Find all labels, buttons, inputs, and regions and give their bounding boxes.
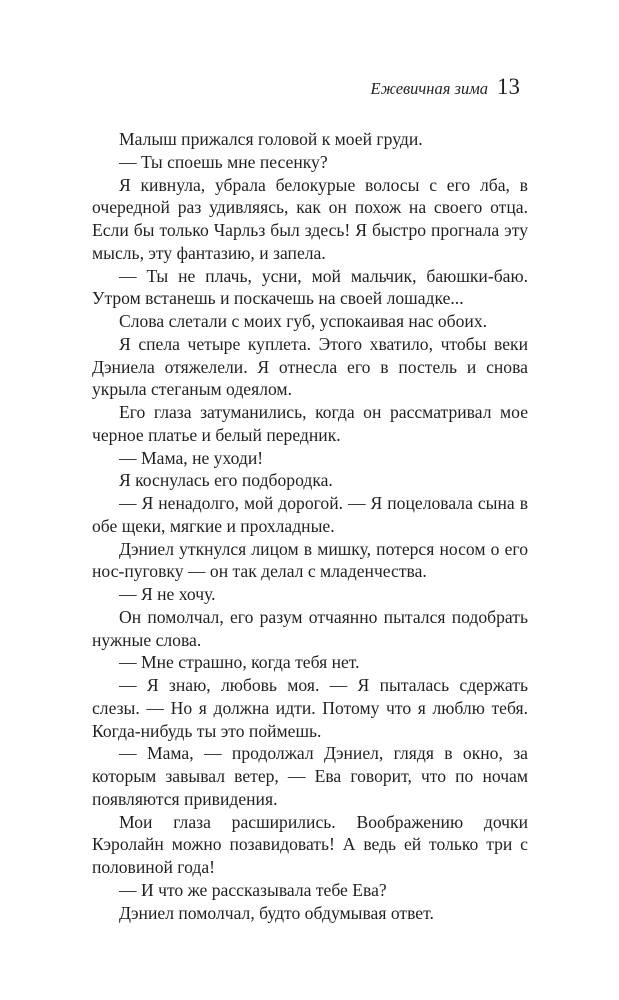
paragraph: — Ты не плачь, усни, мой мальчик, баюшки-баю. Утром встанешь и поскачешь на своей лошадке... [92, 265, 528, 309]
paragraph: Я кивнула, убрала белокурые волосы с его лба, в очередной раз удивляясь, как он похож на своего отца. Если бы только Чарльз был здесь! Я быстро прогнала эту мысль, эту фантазию, и запела. [92, 174, 528, 263]
paragraph: — И что же рассказывала тебе Ева? [119, 879, 387, 900]
paragraph: — Мама, — продолжал Дэниел, глядя в окно, за которым завывал ветер, — Ева говорит, что по ночам появляются привидения. [92, 743, 528, 809]
paragraph: — Мне страшно, когда тебя нет. [119, 652, 360, 673]
paragraph: Мои глаза расширились. Воображению дочки Кэролайн можно позавидовать! А ведь ей только три с половиной года! [92, 811, 528, 877]
paragraph: — Я знаю, любовь моя. — Я пыталась сдержать слезы. — Но я должна идти. Потому что я люблю тебя. Когда-нибудь ты это поймешь. [92, 675, 528, 741]
paragraph: Дэниел помолчал, будто обдумывая ответ. [119, 902, 434, 923]
paragraph: Я спела четыре куплета. Этого хватило, чтобы веки Дэниела отяжелели. Я отнесла его в постель и снова укрыла стеганым одеялом. [92, 333, 528, 400]
paragraph: Он помолчал, его разум отчаянно пытался подобрать нужные слова. [92, 606, 528, 650]
page-number: 13 [497, 74, 520, 99]
paragraph: Слова слетали с моих губ, успокаивая нас обоих. [119, 311, 488, 331]
paragraph: — Ты споешь мне песенку? [119, 151, 328, 172]
paragraph: — Я не хочу. [119, 584, 216, 604]
paragraph: — Я ненадолго, мой дорогой. — Я поцеловала сына в обе щеки, мягкие и прохладные. [92, 493, 528, 536]
running-title: Ежевичная зима [370, 79, 488, 98]
paragraph: — Мама, не уходи! [119, 447, 264, 468]
paragraph: Дэниел уткнулся лицом в мишку, потерся носом о его нос-пуговку — он так делал с младенчества. [92, 538, 528, 582]
running-header [370, 74, 520, 100]
body-text [92, 128, 528, 924]
paragraph: Его глаза затуманились, когда он рассматривал мое черное платье и белый передник. [92, 402, 528, 445]
paragraph: Я коснулась его подбородка. [119, 470, 333, 491]
paragraph: Малыш прижался головой к моей груди. [119, 129, 423, 149]
